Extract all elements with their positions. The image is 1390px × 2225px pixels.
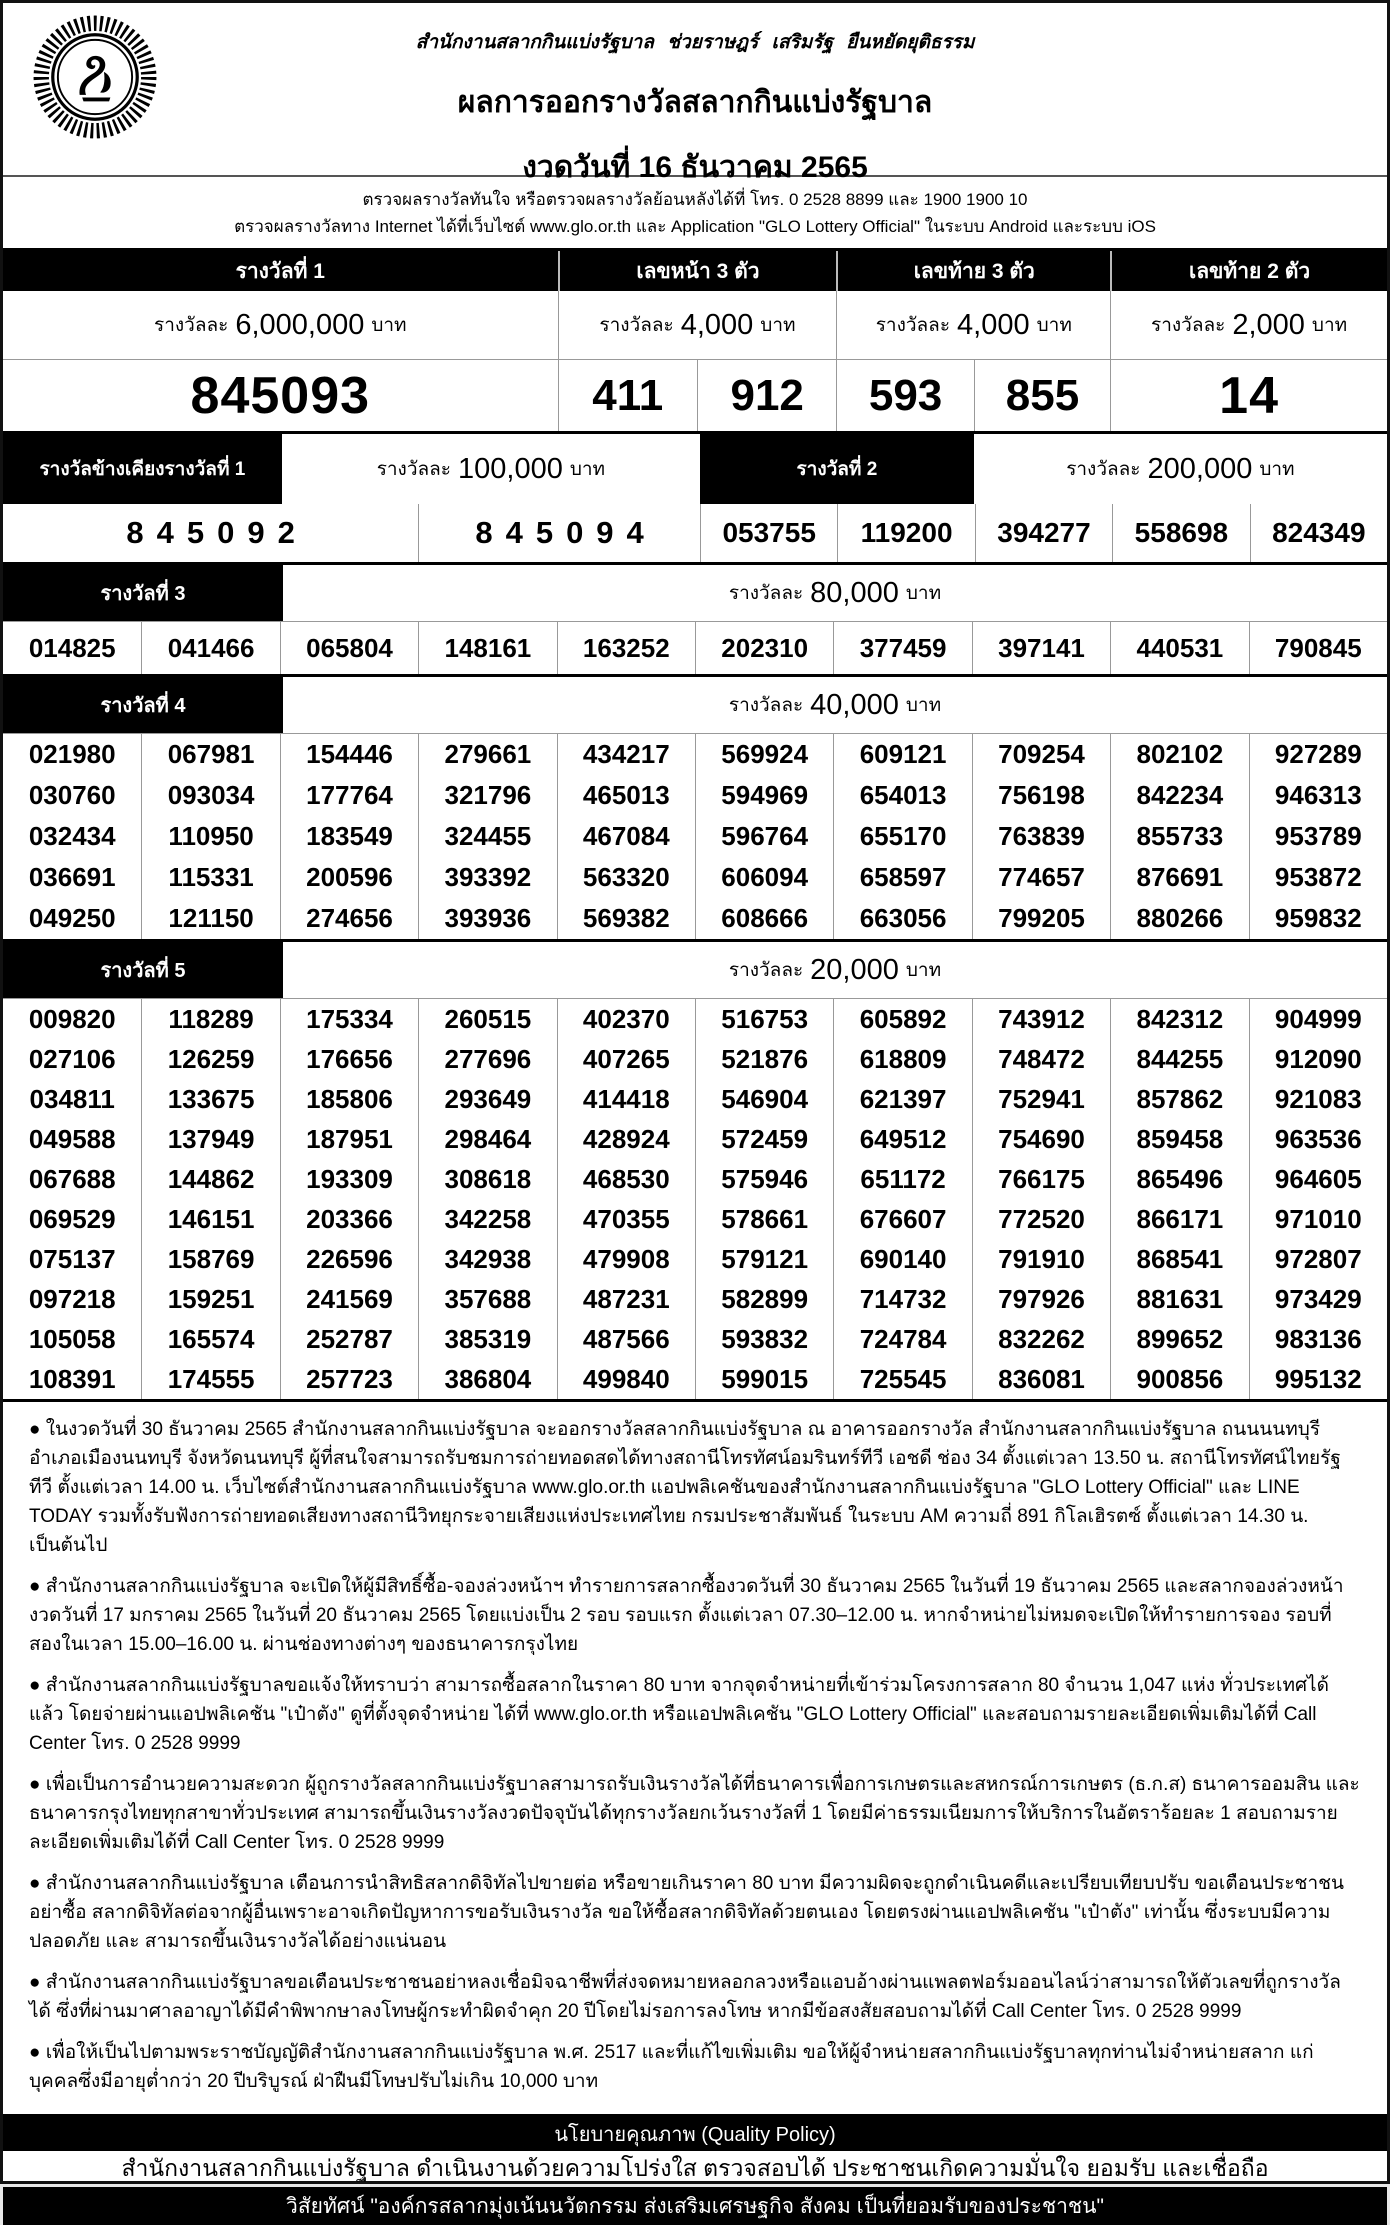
prize-number: 277696: [418, 1039, 556, 1079]
prize-number: 148161: [418, 622, 556, 674]
amount-prefix: รางวัลละ: [728, 695, 804, 716]
prize-number: 621397: [833, 1079, 971, 1119]
prize1-label: รางวัลที่ 1: [235, 259, 325, 283]
prize-number: 293649: [418, 1079, 556, 1119]
prize-number: 842312: [1110, 999, 1248, 1039]
prize-number: 260515: [418, 999, 556, 1039]
prize-number: 279661: [418, 734, 556, 775]
prize-number: 069529: [28, 1203, 116, 1234]
prize-number: 725545: [833, 1359, 971, 1399]
amount-prefix: รางวัลละ: [875, 315, 951, 336]
prize-number: 766175: [972, 1159, 1110, 1199]
prize-number: 075137: [28, 1243, 116, 1274]
prize-number: 995132: [1249, 1359, 1387, 1399]
prize-number: 200596: [280, 857, 418, 898]
amount-prefix: รางวัลละ: [1066, 459, 1141, 480]
prize-number: 774657: [972, 857, 1110, 898]
prize-number: 386804: [418, 1359, 556, 1399]
prize-number: 790845: [1249, 622, 1387, 674]
prize-number: 855733: [1110, 816, 1248, 857]
prize2-number: 394277: [975, 504, 1112, 562]
prize5-header: [3, 942, 1387, 998]
prize-number: 036691: [28, 862, 116, 892]
prize2-label: รางวัลที่ 2: [700, 434, 974, 504]
prize-number: 049250: [28, 903, 116, 933]
header-text: [3, 3, 1387, 191]
prize-number: 832262: [972, 1319, 1110, 1359]
prize1-numbers-row: [3, 359, 1387, 431]
prize-number: 593832: [695, 1319, 833, 1359]
prize-number: 154446: [280, 734, 418, 775]
adjacent-number: 845094: [418, 504, 700, 562]
last2-number: 14: [1110, 360, 1387, 431]
prize-number: 137949: [141, 1119, 279, 1159]
prize-number: 126259: [141, 1039, 279, 1079]
prize-number: 465013: [557, 775, 695, 816]
prize-number: 414418: [557, 1079, 695, 1119]
prize-number: 904999: [1249, 999, 1387, 1039]
note-paragraph: ● สำนักงานสลากกินแบ่งรัฐบาล จะเปิดให้ผู้มีสิทธิ์ซื้อ-จองล่วงหน้าฯ ทำรายการสลากซื้องวดวันที่ 30 ธันวาคม 2565 ในวันที่ 19 ธันวาคม 2565 และสลากจองล่วงหน้า งวดวันที่ 17 มกราคม 2565 ในวันที่ 20 ธันวาคม 2565 โดยแบ่งเป็น 2 รอบ รอบแรก ตั้งแต่เวลา 07.30–12.00 น. หากจำหน่ายไม่หมดจะเปิดให้ทำรายการจอง รอบที่สองในเวลา 15.00–16.00 น. ผ่านช่องทางต่างๆ ของธนาคารกรุงไทย: [29, 1576, 1344, 1655]
front3-amount: [558, 291, 837, 359]
prize-number: 144862: [141, 1159, 279, 1199]
prize-number: 791910: [972, 1239, 1110, 1279]
amount-value: 200,000: [1147, 452, 1253, 485]
amount-value: 20,000: [810, 953, 899, 986]
prize-number: 203366: [280, 1199, 418, 1239]
prize-number: 298464: [418, 1119, 556, 1159]
prize-number: 257723: [280, 1359, 418, 1399]
prize-number: 308618: [418, 1159, 556, 1199]
prize-number: 499840: [557, 1359, 695, 1399]
prize-number: 487566: [557, 1319, 695, 1359]
prize-number: 049588: [28, 1123, 116, 1154]
prize-number: 546904: [695, 1079, 833, 1119]
prize-number: 357688: [418, 1279, 556, 1319]
prize-number: 596764: [695, 816, 833, 857]
prize-number: 479908: [557, 1239, 695, 1279]
note-paragraph: ● เพื่อให้เป็นไปตามพระราชบัญญัติสำนักงานสลากกินแบ่งรัฐบาล พ.ศ. 2517 และที่แก้ไขเพิ่มเติม ขอให้ผู้จำหน่ายสลากกินแบ่งรัฐบาลทุกท่านไม่จำหน่ายสลาก แก่บุคคลซึ่งมีอายุต่ำกว่า 20 ปีบริบูรณ์ ฝ่าฝืนมีโทษปรับไม่เกิน 10,000 บาท: [29, 2042, 1314, 2092]
amount-value: 80,000: [810, 576, 899, 609]
prize2-number: 119200: [837, 504, 974, 562]
prize-number: 676607: [833, 1199, 971, 1239]
note-paragraph: ● สำนักงานสลากกินแบ่งรัฐบาล เตือนการนำสิทธิสลากดิจิทัลไปขายต่อ หรือขายเกินราคา 80 บาท มีความผิดจะถูกดำเนินคดีและเปรียบเทียบปรับ ขอเตือนประชาชนอย่าซื้อ สลากดิจิทัลต่อจากผู้อื่นเพราะอาจเกิดปัญหาการขอรับเงินรางวัล ขอให้ซื้อสลากดิจิทัลด้วยตนเอง โดยตรงผ่านแอปพลิเคชัน "เป๋าตัง" เท่านั้น ซึ่งระบบมีความปลอดภัย และ สามารถขึ้นเงินรางวัลได้อย่างแน่นอน: [29, 1873, 1344, 1952]
prize1-header-row: [3, 251, 1387, 291]
prize-number: 658597: [833, 857, 971, 898]
prize-number: 108391: [28, 1363, 116, 1394]
last3-number: 593: [836, 360, 973, 431]
prize5-section: [3, 939, 1387, 1399]
amount-value: 4,000: [957, 308, 1030, 341]
quality-policy-text: สำนักงานสลากกินแบ่งรัฐบาล ดำเนินงานด้วยความโปร่งใส ตรวจสอบได้ ประชาชนเกิดความมั่นใจ ยอมรับ และเชื่อถือ: [121, 2155, 1269, 2181]
amount-unit: บาท: [905, 960, 942, 981]
prize-number: 714732: [833, 1279, 971, 1319]
prize-number: 655170: [833, 816, 971, 857]
note-paragraph: ● ในงวดวันที่ 30 ธันวาคม 2565 สำนักงานสลากกินแบ่งรัฐบาล จะออกรางวัลสลากกินแบ่งรัฐบาล ณ อาคารออกรางวัล สำนักงานสลากกินแบ่งรัฐบาล ถนนนนทบุรี อำเภอเมืองนนทบุรี จังหวัดนนทบุรี ผู้ที่สนใจสามารถรับชมการถ่ายทอดสดได้ทางสถานีโทรทัศน์อมรินทร์ทีวี เอชดี ช่อง 34 ตั้งแต่เวลา 13.50 น. สถานีโทรทัศน์ไทยรัฐทีวี ตั้งแต่เวลา 14.00 น. เว็บไซต์สำนักงานสลากกินแบ่งรัฐบาล www.glo.or.th แอปพลิเคชันของสำนักงานสลากกินแบ่งรัฐบาล "GLO Lottery Official" และ LINE TODAY รวมทั้งรับฟังการถ่ายทอดเสียงทางสถานีวิทยุกระจายเสียงแห่งประเทศไทย กรมประชาสัมพันธ์ ในระบบ AM ความถี่ 891 กิโลเฮิรตซ์ ตั้งแต่เวลา 14.30 น. เป็นต้นไป: [29, 1419, 1341, 1556]
amount-value: 2,000: [1232, 308, 1305, 341]
amount-prefix: รางวัลละ: [728, 583, 804, 604]
adjacent-prize2-numbers: [3, 504, 1387, 562]
prize-number: 605892: [833, 999, 971, 1039]
prize-number: 467084: [557, 816, 695, 857]
prize4-amount: [283, 677, 1387, 733]
prize-number: 187951: [280, 1119, 418, 1159]
prize-number: 118289: [141, 999, 279, 1039]
check-info-internet: ตรวจผลรางวัลทาง Internet ได้ที่เว็บไซต์ www.glo.or.th และ Application "GLO Lottery Official" ในระบบ Android และระบบ iOS: [234, 217, 1156, 236]
prize-number: 185806: [280, 1079, 418, 1119]
prize-number: 097218: [28, 1283, 116, 1314]
prize-number: 434217: [557, 734, 695, 775]
prize4-header: [3, 677, 1387, 733]
adjacent-amount: [282, 434, 700, 504]
prize-number: 569924: [695, 734, 833, 775]
check-info-phone: ตรวจผลรางวัลทันใจ หรือตรวจผลรางวัลย้อนหลังได้ที่ โทร. 0 2528 8899 และ 1900 1900 10: [362, 190, 1028, 209]
prize-number: 174555: [141, 1359, 279, 1399]
adjacent-number: 845092: [126, 515, 308, 550]
prize-number: 377459: [833, 622, 971, 674]
prize-number: 859458: [1110, 1119, 1248, 1159]
prize-number: 202310: [695, 622, 833, 674]
prize-number: 393936: [418, 898, 556, 939]
prize-number: 121150: [141, 898, 279, 939]
amount-unit: บาท: [1259, 459, 1295, 480]
prize-number: 093034: [141, 775, 279, 816]
prize-number: 973429: [1249, 1279, 1387, 1319]
amount-value: 6,000,000: [235, 308, 365, 341]
amount-unit: บาท: [905, 695, 942, 716]
prize-number: 241569: [280, 1279, 418, 1319]
prize-number: 021980: [28, 739, 116, 769]
prize-number: 797926: [972, 1279, 1110, 1319]
prize5-amount: [283, 942, 1387, 998]
amount-prefix: รางวัลละ: [728, 960, 804, 981]
prize2-number: 053755: [700, 504, 837, 562]
amount-prefix: รางวัลละ: [1151, 315, 1226, 336]
prize-number: 609121: [833, 734, 971, 775]
prize-number: 724784: [833, 1319, 971, 1359]
prize-number: 065804: [280, 622, 418, 674]
prize3-header: [3, 565, 1387, 621]
prize-number: 763839: [972, 816, 1110, 857]
prize-number: 175334: [280, 999, 418, 1039]
vision-statement: วิสัยทัศน์ "องค์กรสลากมุ่งเน้นนวัตกรรม ส่งเสริมเศรษฐกิจ สังคม เป็นที่ยอมรับของประชาชน": [3, 2187, 1387, 2225]
prize-number: 041466: [141, 622, 279, 674]
prize-number: 183549: [280, 816, 418, 857]
prize-number: 608666: [695, 898, 833, 939]
prize-number: 880266: [1110, 898, 1248, 939]
prize-number: 159251: [141, 1279, 279, 1319]
prize-number: 836081: [972, 1359, 1110, 1399]
prize2-amount: [974, 434, 1387, 504]
front3-number: 411: [558, 360, 697, 431]
prize-number: 709254: [972, 734, 1110, 775]
prize1-amount-row: [3, 291, 1387, 359]
prize-number: 971010: [1249, 1199, 1387, 1239]
amount-unit: บาท: [760, 315, 796, 336]
prize4-section: [3, 674, 1387, 939]
prize-number: 274656: [280, 898, 418, 939]
prize-number: 881631: [1110, 1279, 1248, 1319]
prize-number: 165574: [141, 1319, 279, 1359]
adjacent-label: รางวัลข้างเคียงรางวัลที่ 1: [3, 434, 282, 504]
prize-number: 342258: [418, 1199, 556, 1239]
prize3-numbers-grid: [3, 621, 1387, 674]
prize-number: 402370: [557, 999, 695, 1039]
prize-number: 690140: [833, 1239, 971, 1279]
prize-number: 868541: [1110, 1239, 1248, 1279]
prize-number: 014825: [28, 632, 116, 663]
prize-number: 163252: [557, 622, 695, 674]
prize-number: 649512: [833, 1119, 971, 1159]
prize-number: 385319: [418, 1319, 556, 1359]
last3-amount: [836, 291, 1110, 359]
prize-number: 177764: [280, 775, 418, 816]
prize-number: 743912: [972, 999, 1110, 1039]
prize-number: 521876: [695, 1039, 833, 1079]
prize-number: 618809: [833, 1039, 971, 1079]
prize-number: 397141: [972, 622, 1110, 674]
prize-number: 321796: [418, 775, 556, 816]
prize-number: 799205: [972, 898, 1110, 939]
adjacent-prize2-header: [3, 434, 1387, 504]
prize-number: 407265: [557, 1039, 695, 1079]
prize-number: 582899: [695, 1279, 833, 1319]
amount-value: 40,000: [810, 688, 899, 721]
prize-number: 972807: [1249, 1239, 1387, 1279]
prize-number: 748472: [972, 1039, 1110, 1079]
prize-number: 921083: [1249, 1079, 1387, 1119]
amount-value: 100,000: [458, 452, 563, 485]
prize-number: 946313: [1249, 775, 1387, 816]
front3-label: เลขหน้า 3 ตัว: [558, 251, 837, 291]
prize-number: 844255: [1110, 1039, 1248, 1079]
prize-number: 963536: [1249, 1119, 1387, 1159]
prize-number: 772520: [972, 1199, 1110, 1239]
prize-number: 067981: [141, 734, 279, 775]
prize-number: 342938: [418, 1239, 556, 1279]
page-header: [3, 3, 1387, 184]
prize-number: 578661: [695, 1199, 833, 1239]
prize-number: 563320: [557, 857, 695, 898]
prize-number: 842234: [1110, 775, 1248, 816]
prize3-section: [3, 562, 1387, 674]
prize1-section: [3, 248, 1387, 431]
prize-number: 067688: [28, 1163, 116, 1194]
prize-number: 579121: [695, 1239, 833, 1279]
amount-prefix: รางวัลละ: [154, 315, 229, 336]
prize-number: 393392: [418, 857, 556, 898]
prize-number: 105058: [28, 1323, 116, 1354]
prize-number: 428924: [557, 1119, 695, 1159]
prize-number: 927289: [1249, 734, 1387, 775]
prize-number: 900856: [1110, 1359, 1248, 1399]
agency-motto: สำนักงานสลากกินแบ่งรัฐบาล ช่วยราษฎร์ เสริมรัฐ ยืนหยัดยุติธรรม: [415, 32, 975, 53]
prize-number: 663056: [833, 898, 971, 939]
last2-label: เลขท้าย 2 ตัว: [1110, 251, 1387, 291]
amount-unit: บาท: [1311, 315, 1348, 336]
page-title: ผลการออกรางวัลสลากกินแบ่งรัฐบาล: [457, 86, 933, 119]
prize-number: 575946: [695, 1159, 833, 1199]
prize-number: 027106: [28, 1043, 116, 1074]
prize4-numbers-grid: [3, 733, 1387, 939]
prize-number: 865496: [1110, 1159, 1248, 1199]
prize4-label: รางวัลที่ 4: [3, 677, 283, 733]
announcement-notes: [3, 1399, 1387, 2114]
prize-number: 959832: [1249, 898, 1387, 939]
prize2-number: 558698: [1112, 504, 1249, 562]
front3-number: 912: [697, 360, 836, 431]
prize-number: 756198: [972, 775, 1110, 816]
prize-number: 606094: [695, 857, 833, 898]
prize-number: 569382: [557, 898, 695, 939]
prize-number: 324455: [418, 816, 556, 857]
prize-number: 654013: [833, 775, 971, 816]
last2-amount: [1110, 291, 1387, 359]
prize-number: 133675: [141, 1079, 279, 1119]
prize-number: 866171: [1110, 1199, 1248, 1239]
prize-number: 599015: [695, 1359, 833, 1399]
amount-prefix: รางวัลละ: [599, 315, 674, 336]
prize2-number: 824349: [1250, 504, 1387, 562]
prize-number: 802102: [1110, 734, 1248, 775]
prize-number: 953789: [1249, 816, 1387, 857]
quality-policy-header: นโยบายคุณภาพ (Quality Policy): [3, 2114, 1387, 2151]
prize-number: 226596: [280, 1239, 418, 1279]
prize-number: 752941: [972, 1079, 1110, 1119]
amount-unit: บาท: [1036, 315, 1072, 336]
prize-number: 899652: [1110, 1319, 1248, 1359]
prize-number: 876691: [1110, 857, 1248, 898]
draw-date: งวดวันที่ 16 ธันวาคม 2565: [522, 151, 868, 184]
prize-number: 468530: [557, 1159, 695, 1199]
prize-number: 034811: [29, 1083, 115, 1114]
prize-number: 964605: [1249, 1159, 1387, 1199]
glo-seal-logo: [31, 13, 159, 141]
prize-number: 516753: [695, 999, 833, 1039]
prize1-amount: [3, 291, 558, 359]
prize-number: 651172: [833, 1159, 971, 1199]
prize-number: 857862: [1110, 1079, 1248, 1119]
amount-unit: บาท: [371, 315, 407, 336]
prize-number: 193309: [280, 1159, 418, 1199]
last3-label: เลขท้าย 3 ตัว: [836, 251, 1110, 291]
prize-number: 953872: [1249, 857, 1387, 898]
prize-number: 110950: [141, 816, 279, 857]
prize-number: 912090: [1249, 1039, 1387, 1079]
prize-number: 440531: [1110, 622, 1248, 674]
prize-number: 146151: [141, 1199, 279, 1239]
prize-number: 487231: [557, 1279, 695, 1319]
prize-number: 252787: [280, 1319, 418, 1359]
amount-prefix: รางวัลละ: [376, 459, 451, 480]
prize3-amount: [283, 565, 1387, 621]
prize-number: 754690: [972, 1119, 1110, 1159]
prize-number: 009820: [28, 1003, 116, 1034]
amount-unit: บาท: [569, 459, 606, 480]
amount-unit: บาท: [905, 583, 942, 604]
note-paragraph: ● สำนักงานสลากกินแบ่งรัฐบาลขอแจ้งให้ทราบว่า สามารถซื้อสลากในราคา 80 บาท จากจุดจำหน่ายที่เข้าร่วมโครงการสลาก 80 จำนวน 1,047 แห่ง ทั่วประเทศได้แล้ว โดยจ่ายผ่านแอปพลิเคชัน "เป๋าตัง" ดูที่ตั้งจุดจำหน่าย ได้ที่ www.glo.or.th หรือแอปพลิเคชัน "GLO Lottery Official" และสอบถามรายละเอียดเพิ่มเติมได้ที่ Call Center โทร. 0 2528 9999: [29, 1675, 1329, 1754]
prize3-label: รางวัลที่ 3: [3, 565, 283, 621]
prize5-label: รางวัลที่ 5: [3, 942, 283, 998]
prize-number: 032434: [28, 821, 116, 851]
prize-number: 572459: [695, 1119, 833, 1159]
adjacent-prize2-section: [3, 431, 1387, 562]
amount-value: 4,000: [680, 308, 754, 341]
prize-number: 115331: [141, 857, 279, 898]
prize-number: 176656: [280, 1039, 418, 1079]
prize5-numbers-grid: [3, 998, 1387, 1399]
prize1-winning-number: 845093: [190, 366, 371, 425]
note-paragraph: ● เพื่อเป็นการอำนวยความสะดวก ผู้ถูกรางวัลสลากกินแบ่งรัฐบาลสามารถรับเงินรางวัลได้ที่ธนาคารเพื่อการเกษตรและสหกรณ์การเกษตร (ธ.ก.ส) ธนาคารออมสิน และ ธนาคารกรุงไทยทุกสาขาทั่วประเทศ สามารถขึ้นเงินรางวัลงวดปัจจุบันได้ทุกรางวัลยกเว้นรางวัลที่ 1 โดยมีค่าธรรมเนียมการให้บริการในอัตราร้อยละ 1 สอบถามรายละเอียดเพิ่มเติมได้ที่ Call Center โทร. 0 2528 9999: [29, 1774, 1360, 1853]
last3-number: 855: [974, 360, 1110, 431]
note-paragraph: ● สำนักงานสลากกินแบ่งรัฐบาลขอเตือนประชาชนอย่าหลงเชื่อมิจฉาชีพที่ส่งจดหมายหลอกลวงหรือแอบอ้างผ่านแพลตฟอร์มออนไลน์ว่าสามารถให้ตัวเลขที่ถูกรางวัลได้ ซึ่งที่ผ่านมาศาลอาญาได้มีคำพิพากษาลงโทษผู้กระทำผิดจำคุก 20 ปีโดยไม่รอการลงโทษ หากมีข้อสงสัยสอบถามได้ที่ Call Center โทร. 0 2528 9999: [29, 1972, 1341, 2022]
prize-number: 594969: [695, 775, 833, 816]
prize-number: 983136: [1249, 1319, 1387, 1359]
prize-number: 030760: [28, 780, 116, 810]
prize-number: 158769: [141, 1239, 279, 1279]
prize-number: 470355: [557, 1199, 695, 1239]
